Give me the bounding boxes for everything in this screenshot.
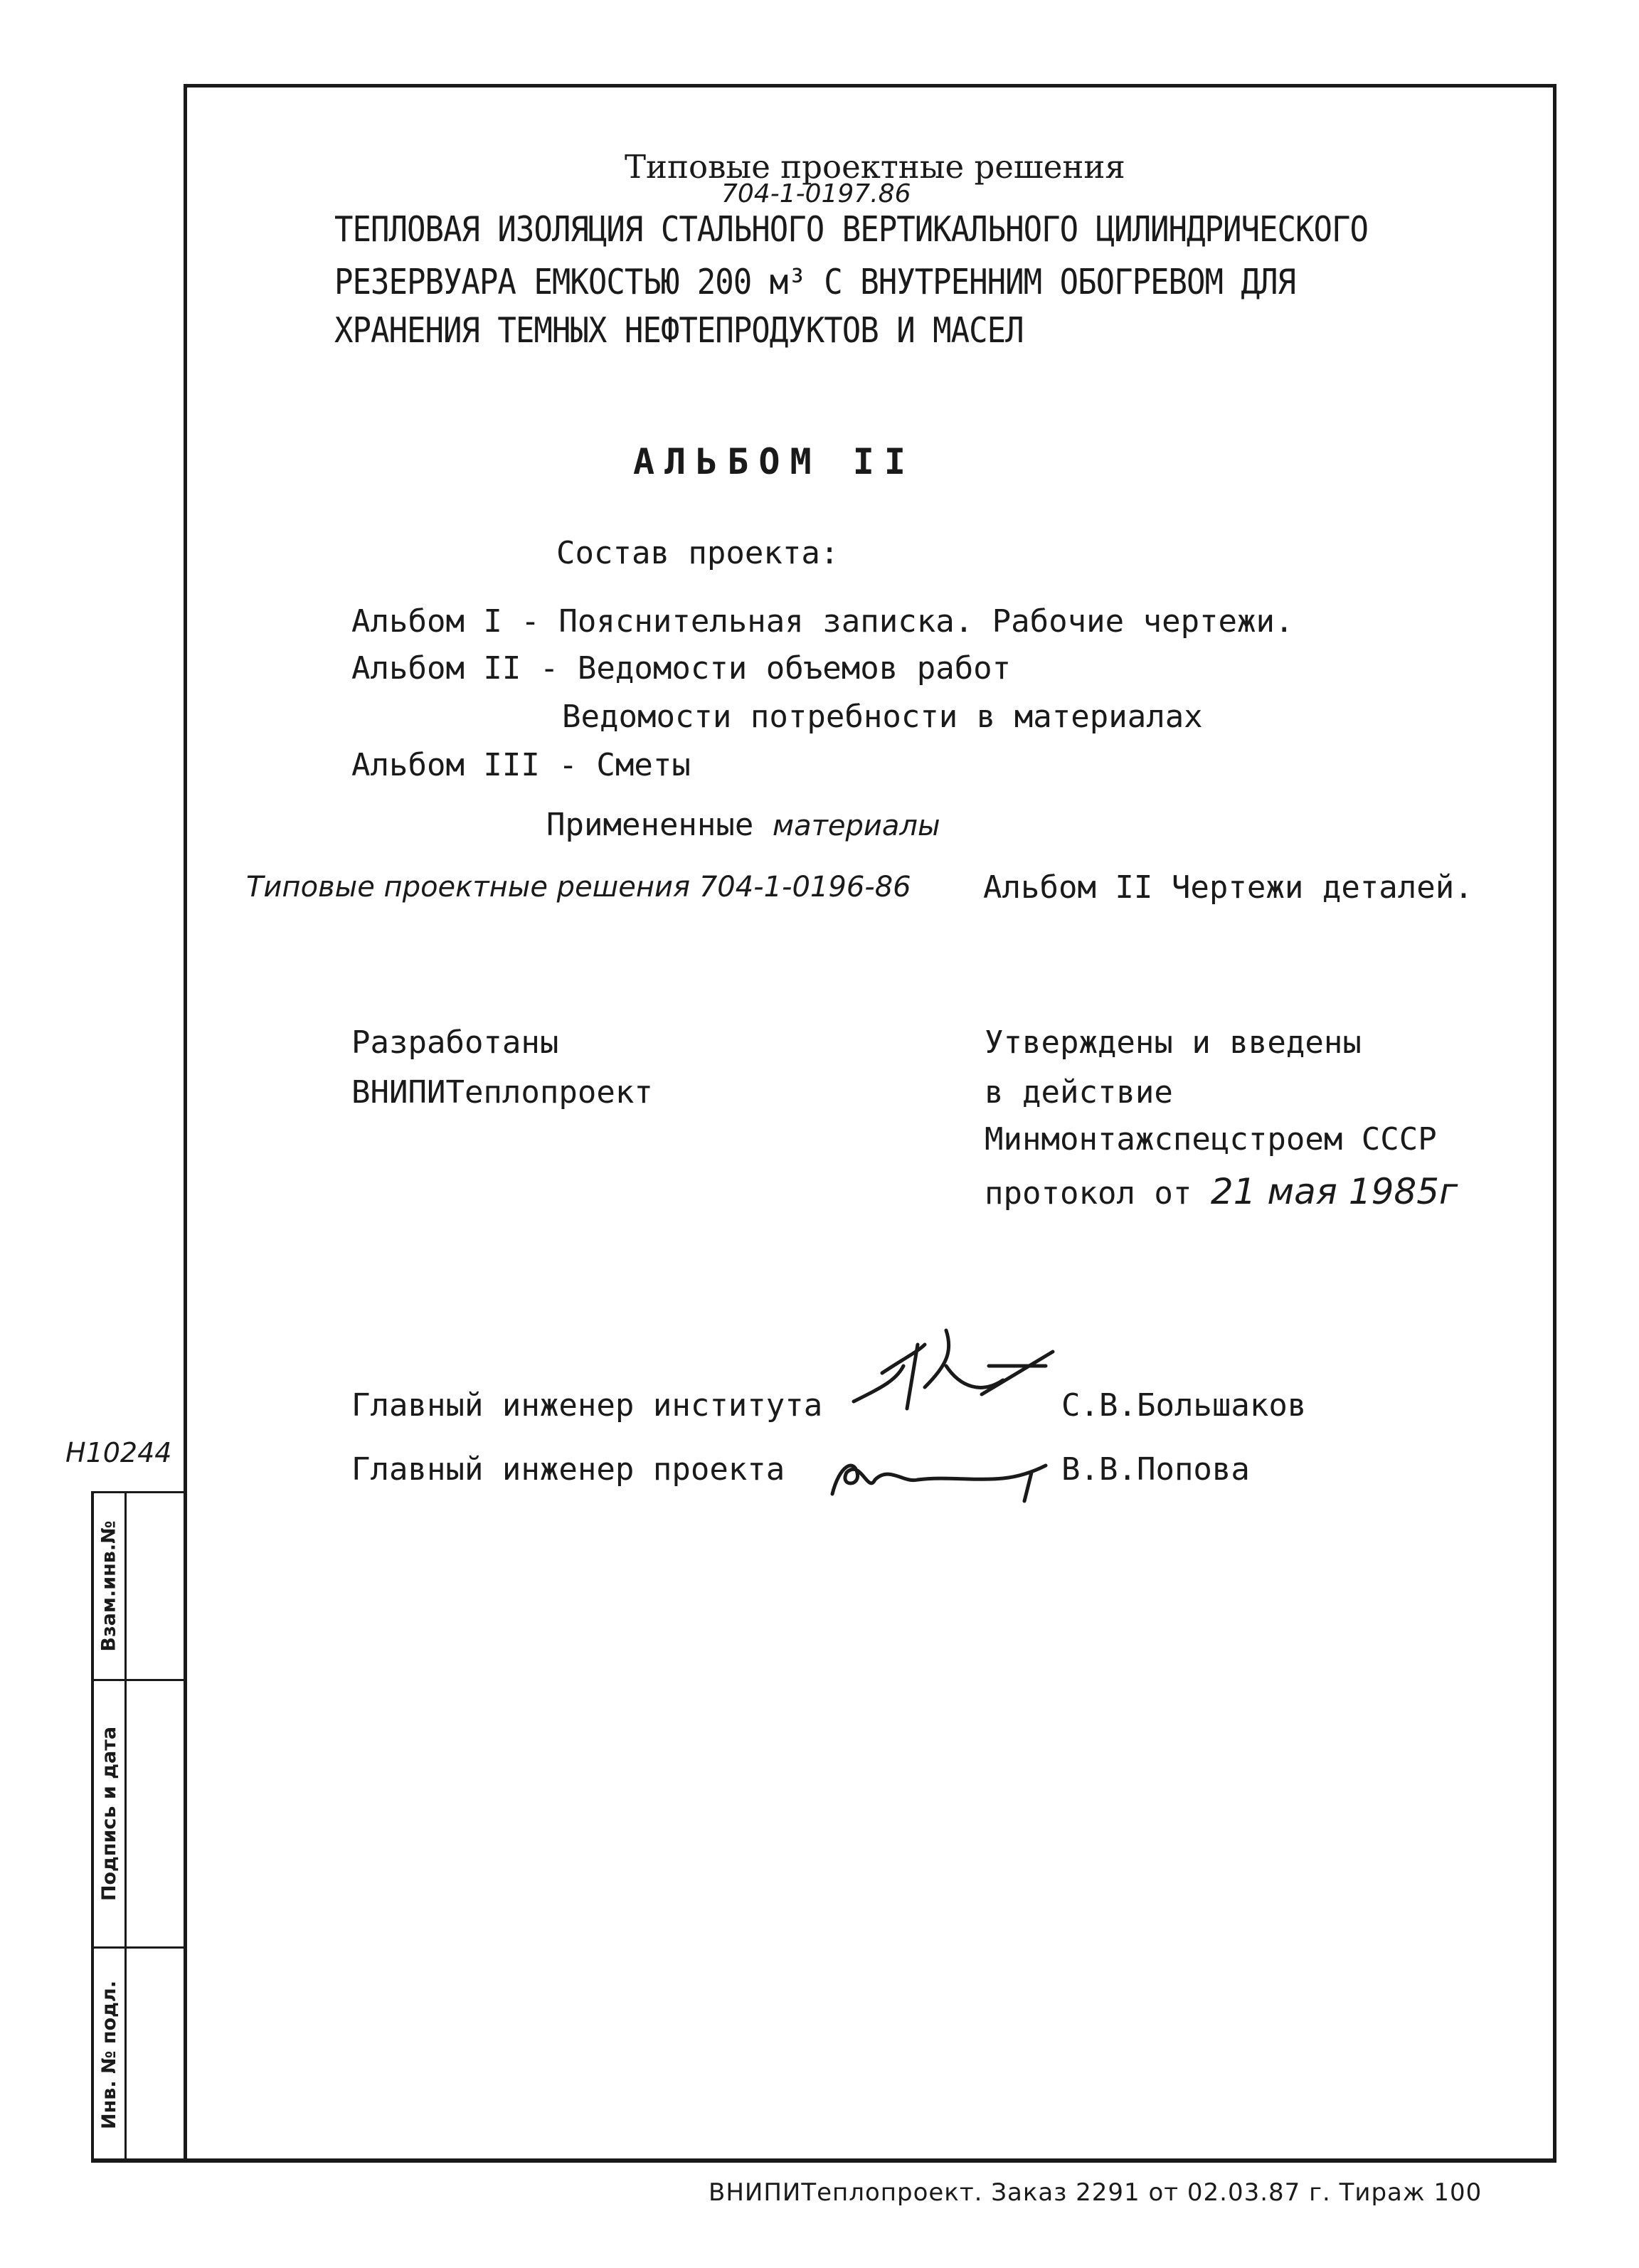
series-label: Типовые проектные решения: [625, 148, 1125, 186]
stamp-cell-replacement-inv: [94, 1493, 124, 1679]
signature-chief-engineer-institute: [839, 1323, 1067, 1430]
title-line-2: РЕЗЕРВУАРА ЕМКОСТЬЮ 200 м³ С ВНУТРЕННИМ ОБОГРЕВОМ ДЛЯ: [334, 262, 1295, 303]
applied-heading-printed: Примененные: [546, 807, 754, 843]
title-line-3: ХРАНЕНИЯ ТЕМНЫХ НЕФТЕПРОДУКТОВ И МАСЕЛ: [334, 310, 1024, 351]
developer-org: ВНИПИТеплопроект: [351, 1074, 653, 1111]
composition-heading: Состав проекта:: [556, 535, 839, 571]
protocol-date-hand: 21 мая 1985г: [1210, 1171, 1458, 1212]
frame-left-line: [184, 84, 187, 2161]
stamp-cell-signature-date: [94, 1681, 124, 1946]
composition-item: Ведомости потребности в материалах: [562, 699, 1203, 735]
album-title: АЛЬБОМ II: [633, 441, 916, 482]
composition-item: Альбом II - Ведомости объемов работ: [351, 650, 1012, 687]
applied-materials-heading: [546, 807, 940, 843]
composition-item: Альбом I - Пояснительная записка. Рабочие чертежи.: [351, 603, 1294, 640]
inventory-number: Н10244: [65, 1437, 172, 1468]
signatory-role-2: Главный инженер проекта: [351, 1451, 785, 1488]
stamp-inner-line: [124, 1491, 127, 2161]
signatory-name-1: С.В.Большаков: [1061, 1387, 1307, 1424]
protocol-label: протокол от: [985, 1175, 1192, 1212]
approved-line-3: Минмонтажспецстроем СССР: [985, 1121, 1437, 1157]
frame-right-line: [1553, 84, 1556, 2161]
applied-reference-printed: Альбом II Чертежи деталей.: [983, 869, 1473, 906]
approved-protocol: [985, 1171, 1458, 1212]
approved-line-1: Утверждены и введены: [985, 1024, 1362, 1061]
series-code: 704-1-0197.86: [721, 179, 911, 208]
print-footer: ВНИПИТеплопроект. Заказ 2291 от 02.03.87 г. Тираж 100: [709, 2178, 1482, 2207]
stamp-cell-label: Взам.инв.№: [98, 1520, 120, 1652]
frame-top-line: [186, 84, 1556, 88]
applied-heading-hand: материалы: [772, 810, 940, 842]
frame-bottom-line: [91, 2158, 1556, 2163]
stamp-cell-label: Инв. № подл.: [98, 1981, 121, 2129]
approved-line-2: в действие: [985, 1074, 1173, 1111]
title-line-1: ТЕПЛОВАЯ ИЗОЛЯЦИЯ СТАЛЬНОГО ВЕРТИКАЛЬНОГО ЦИЛИНДРИЧЕСКОГО: [334, 209, 1368, 250]
stamp-cell-label: Подпись и дата: [98, 1726, 120, 1902]
signatory-role-1: Главный инженер института: [351, 1387, 823, 1424]
signatory-name-2: В.В.Попова: [1061, 1451, 1250, 1488]
stamp-cell-original-inv: [94, 1949, 124, 2161]
developed-label: Разработаны: [351, 1024, 559, 1061]
signature-chief-engineer-project: [818, 1451, 1060, 1508]
composition-item: Альбом III - Сметы: [351, 747, 691, 783]
applied-reference-hand: Типовые проектные решения 704-1-0196-86: [246, 871, 911, 904]
